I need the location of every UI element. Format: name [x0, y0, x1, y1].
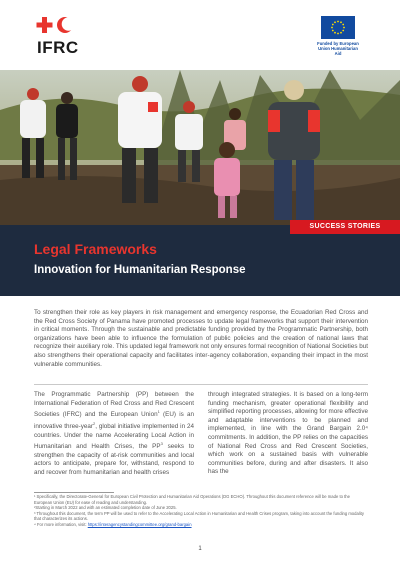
body-column-right: through integrated strategies. It is based on a long-term funding mechanism, greater operational flexibility and simplified reporting processes, allowing for more effective and adaptable interventions to be planned and implemented, in line with the Grand Bargain 2.0⁴ commitments. In addition, the PP relies on the capacities of National Red Cross and Red Crescent Societies, which work on a sustained basis with vulnerable communities before, during and after disasters. It also has the	[208, 391, 368, 476]
section-divider	[34, 384, 368, 385]
eu-logo	[316, 16, 360, 56]
left-text-2: (EU) is an innovative three-year	[34, 411, 194, 430]
page-title: Legal Frameworks	[34, 241, 157, 257]
footnote-1: ¹ Specifically, the Directorate-General for European Civil Protection and Humanitarian Aid Operations (DG ECHO). Throughout this document reference will be made to the European Union (EU) for ease of reading and understanding.	[34, 494, 350, 505]
footnote-3: ³ Throughout this document, the term PP will be used to refer to the Accelerating Local Action in Humanitarian and Health Crises program, taking into account the funding modality that characterizes its actions.	[34, 510, 364, 522]
body-column-left	[34, 391, 194, 478]
footnote-ref-3: 3	[160, 441, 163, 447]
footnotes-divider	[34, 492, 114, 493]
footnote-ref-1: 1	[157, 409, 160, 415]
eu-flag-icon	[321, 16, 355, 39]
left-text-4: seeks to strengthen the capacity of at-risk communities and local actors to anticipate, prepare for, withstand, respond to and recover from humanitarian and health crises	[34, 443, 195, 477]
ifrc-logo	[36, 16, 96, 58]
page-subtitle: Innovation for Humanitarian Response	[34, 264, 246, 276]
cross-crescent-icon	[36, 16, 76, 36]
footnote-4-prefix: ⁴ For more information, visit:	[34, 521, 88, 527]
eu-caption: Funded by European Union Humanitarian Aid	[317, 41, 359, 56]
intro-paragraph: To strengthen their role as key players in risk management and emergency response, the Ecuadorian Red Cross and the Red Cross Society of Panama have promoted processes to update legal frameworks that support their intervention in critical moments. Through the sustainable and predictable funding provided by the Programmatic Partnership, both organizations have been able to influence the formulation of public policies and the creation of national laws that recognize their auxiliary role. This updated legal framework not only ensures formal recognition of National Societies but also strengthens their operational capacity and facilitates inter-agency collaboration, expanding their impact in the most vulnerable communities.	[34, 309, 368, 368]
left-text-1: The Programmatic Partnership (PP) between the International Federation of Red Cross and Red Crescent Societies (IFRC) and the European Union	[34, 391, 194, 419]
page-header	[0, 0, 400, 70]
footnote-2: ²Starting in March 2022 and with an estimated completion date of June 2025.	[34, 505, 177, 511]
title-band	[0, 225, 400, 296]
page-number: 1	[198, 546, 202, 552]
grand-bargain-link[interactable]: https://interagencystandingcommittee.org/grand-bargain	[87, 521, 192, 527]
footnote-ref-2: 2	[92, 420, 96, 426]
logo-text: IFRC	[37, 38, 79, 57]
hero-photo	[0, 70, 400, 225]
footnotes	[34, 494, 368, 528]
left-text-3: , global initiative implemented in 24 countries. Under the name Accelerating Local Action in Humanitarian and Health Crises, the PP	[34, 422, 194, 451]
success-stories-badge: SUCCESS STORIES	[290, 220, 400, 234]
footnote-4	[34, 522, 368, 528]
